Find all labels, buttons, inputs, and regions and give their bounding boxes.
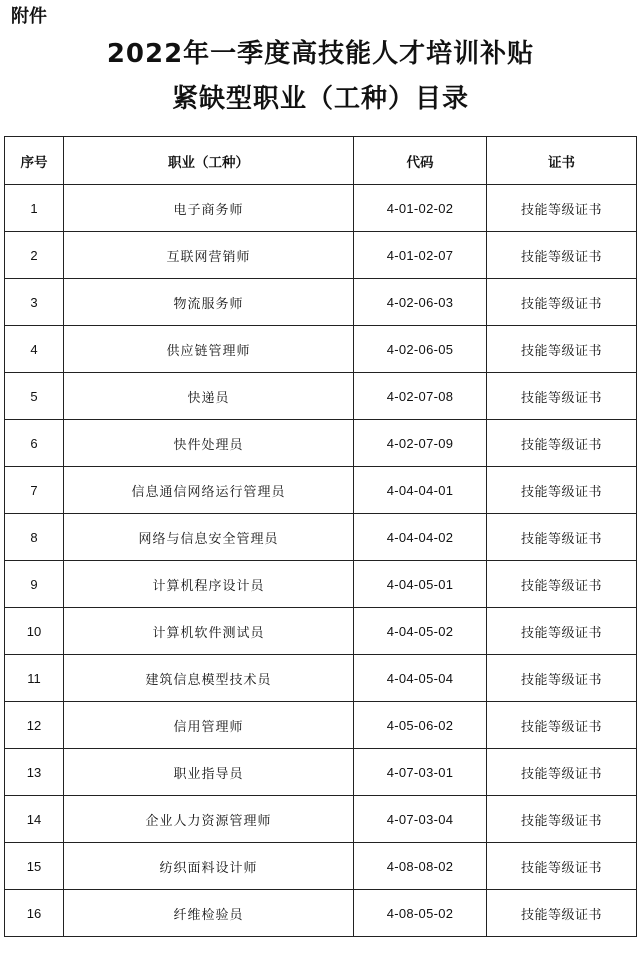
row-occupation: 互联网营销师 [64,232,354,279]
header-code: 代码 [354,137,487,185]
document-title-line1: 2022年一季度高技能人才培训补贴 [106,39,535,69]
row-certificate: 技能等级证书 [487,890,637,937]
document-title-line2: 紧缺型职业（工种）目录 [171,84,469,114]
table-row [5,232,637,279]
table-row [5,561,637,608]
row-code: 4-07-03-01 [354,749,487,796]
row-certificate: 技能等级证书 [487,232,637,279]
table-header-row [5,137,637,185]
row-code: 4-04-04-02 [354,514,487,561]
row-occupation: 计算机程序设计员 [64,561,354,608]
row-number: 14 [5,796,64,843]
row-number: 2 [5,232,64,279]
row-occupation: 信用管理师 [64,702,354,749]
row-occupation: 供应链管理师 [64,326,354,373]
row-number: 13 [5,749,64,796]
row-occupation: 职业指导员 [64,749,354,796]
row-certificate: 技能等级证书 [487,373,637,420]
row-number: 8 [5,514,64,561]
table-row [5,702,637,749]
row-occupation: 纤维检验员 [64,890,354,937]
row-certificate: 技能等级证书 [487,185,637,232]
row-number: 11 [5,655,64,702]
row-occupation: 电子商务师 [64,185,354,232]
table-row [5,279,637,326]
row-certificate: 技能等级证书 [487,561,637,608]
table-row [5,514,637,561]
row-number: 15 [5,843,64,890]
row-code: 4-02-06-05 [354,326,487,373]
row-number: 16 [5,890,64,937]
header-certificate: 证书 [487,137,637,185]
row-code: 4-04-05-04 [354,655,487,702]
row-number: 1 [5,185,64,232]
row-number: 5 [5,373,64,420]
row-code: 4-01-02-07 [354,232,487,279]
row-occupation: 快递员 [64,373,354,420]
row-code: 4-02-07-09 [354,420,487,467]
row-occupation: 企业人力资源管理师 [64,796,354,843]
row-certificate: 技能等级证书 [487,702,637,749]
row-code: 4-02-07-08 [354,373,487,420]
row-certificate: 技能等级证书 [487,279,637,326]
row-number: 3 [5,279,64,326]
row-number: 7 [5,467,64,514]
table-row [5,326,637,373]
row-occupation: 物流服务师 [64,279,354,326]
row-number: 10 [5,608,64,655]
row-certificate: 技能等级证书 [487,608,637,655]
row-code: 4-04-05-01 [354,561,487,608]
row-certificate: 技能等级证书 [487,420,637,467]
row-occupation: 网络与信息安全管理员 [64,514,354,561]
row-number: 4 [5,326,64,373]
row-certificate: 技能等级证书 [487,796,637,843]
table-row [5,185,637,232]
row-code: 4-08-05-02 [354,890,487,937]
row-number: 9 [5,561,64,608]
row-code: 4-08-08-02 [354,843,487,890]
table-row [5,467,637,514]
row-number: 6 [5,420,64,467]
table-row [5,843,637,890]
table-row [5,890,637,937]
row-certificate: 技能等级证书 [487,326,637,373]
row-occupation: 纺织面料设计师 [64,843,354,890]
row-code: 4-05-06-02 [354,702,487,749]
row-code: 4-01-02-02 [354,185,487,232]
attachment-label: 附件 [11,6,47,27]
row-certificate: 技能等级证书 [487,655,637,702]
header-occupation: 职业（工种） [64,137,354,185]
occupation-catalog-table [4,136,637,937]
row-code: 4-07-03-04 [354,796,487,843]
row-code: 4-04-05-02 [354,608,487,655]
table-row [5,608,637,655]
row-occupation: 信息通信网络运行管理员 [64,467,354,514]
row-number: 12 [5,702,64,749]
row-occupation: 计算机软件测试员 [64,608,354,655]
row-code: 4-04-04-01 [354,467,487,514]
table-row [5,655,637,702]
row-certificate: 技能等级证书 [487,749,637,796]
table-row [5,420,637,467]
table-row [5,749,637,796]
row-occupation: 建筑信息模型技术员 [64,655,354,702]
row-occupation: 快件处理员 [64,420,354,467]
row-certificate: 技能等级证书 [487,843,637,890]
header-no: 序号 [5,137,64,185]
row-certificate: 技能等级证书 [487,514,637,561]
row-code: 4-02-06-03 [354,279,487,326]
table-row [5,796,637,843]
table-row [5,373,637,420]
row-certificate: 技能等级证书 [487,467,637,514]
